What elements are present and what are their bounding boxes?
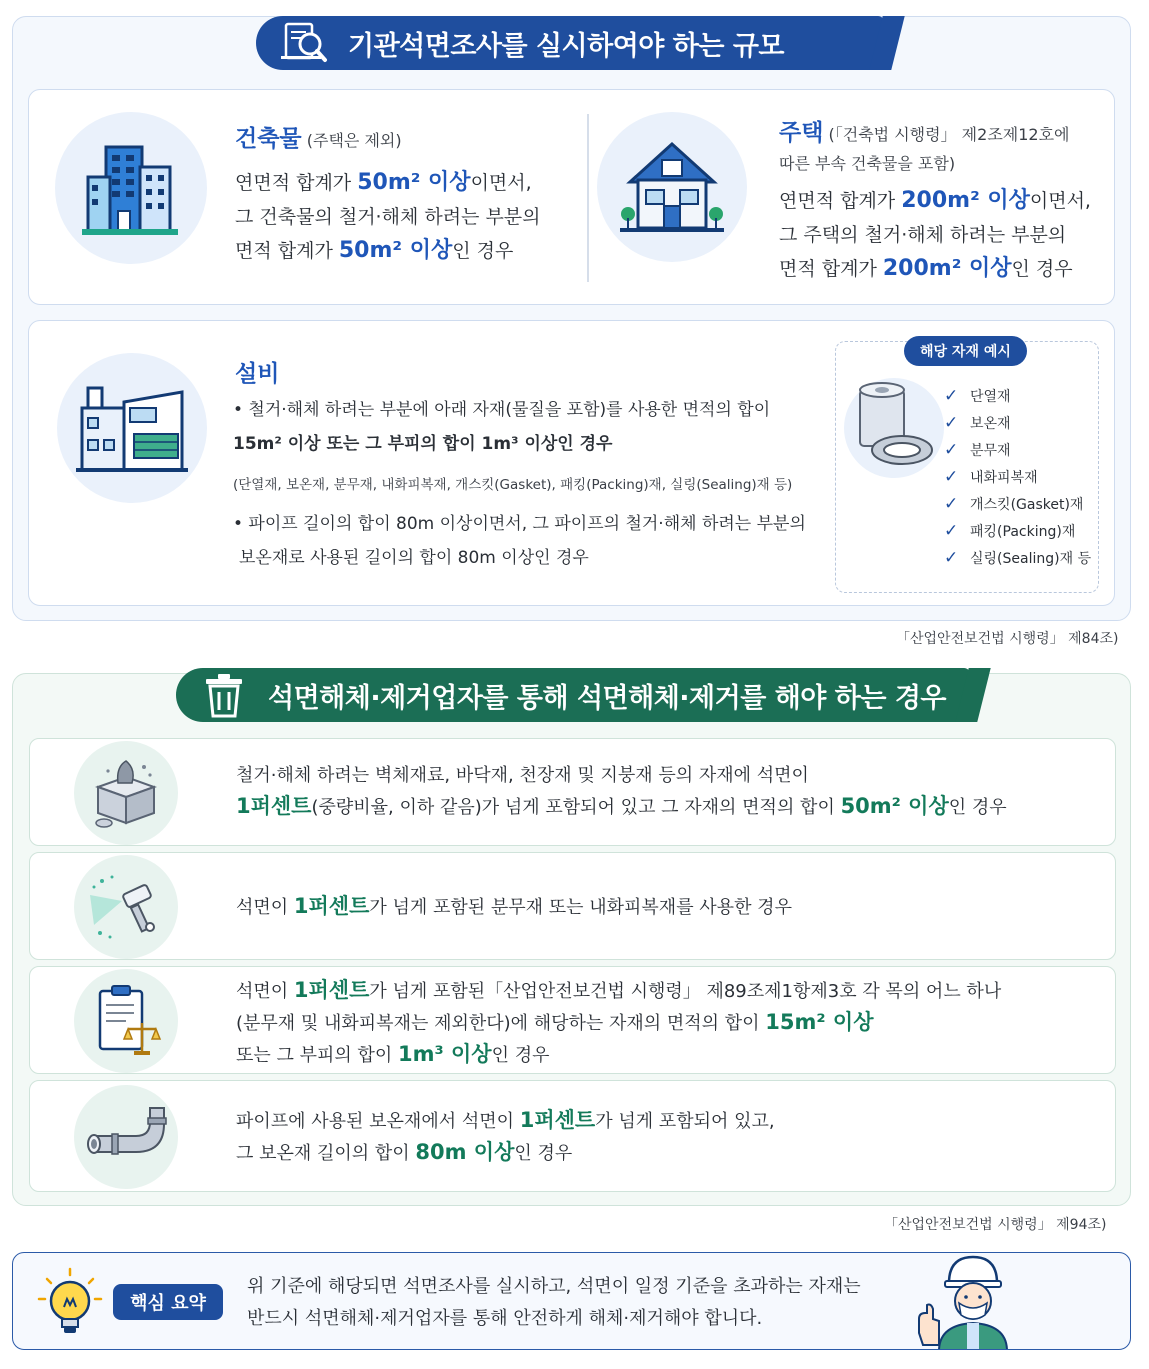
card-divider (587, 114, 589, 282)
material-example-item (944, 544, 1091, 571)
trash-can-icon (194, 668, 254, 722)
equipment-bullet-1-line-2: 15m² 이상 또는 그 부피의 합이 1m³ 이상인 경우 (233, 434, 613, 454)
material-example-item (944, 382, 1091, 409)
material-example-item (944, 517, 1091, 544)
building-house-card (28, 89, 1115, 305)
removal-case-3 (29, 966, 1116, 1074)
check-icon: ✓ (944, 547, 959, 568)
section1-citation: 「산업안전보건법 시행령」 제84조) (896, 631, 1119, 647)
check-icon: ✓ (944, 466, 959, 487)
material-example-label: 단열재 (970, 388, 1011, 405)
case-4-line-1: 파이프에 사용된 보온재에서 석면이 1퍼센트가 넘게 포함되어 있고, (236, 1108, 775, 1132)
material-example-label: 내화피복재 (970, 469, 1038, 486)
case-3-line-1: 석면이 1퍼센트가 넘게 포함된「산업안전보건법 시행령」 제89조제1항제3호 각 목의 어느 하나 (236, 978, 1002, 1002)
check-icon: ✓ (944, 493, 959, 514)
case-3-line-3: 또는 그 부피의 합이 1m³ 이상인 경우 (236, 1042, 550, 1066)
summary-line-2: 반드시 석면해체·제거업자를 통해 안전하게 해체·제거해야 합니다. (247, 1308, 763, 1329)
equipment-bullet-1-line-1: • 철거·해체 하려는 부분에 아래 자재(물질을 포함)를 사용한 면적의 합이 (233, 400, 771, 420)
removal-case-4 (29, 1080, 1116, 1192)
check-icon: ✓ (944, 385, 959, 406)
material-examples-title: 해당 자재 예시 (904, 336, 1027, 366)
survey-scale-banner (256, 16, 884, 70)
equipment-title: 설비 (235, 361, 280, 387)
case-1-line-1: 철거·해체 하려는 벽체재료, 바닥재, 천장재 및 지붕재 등의 자재에 석면이 (236, 765, 809, 786)
office-building-icon (76, 133, 186, 243)
building-line-2: 그 건축물의 철거·해체 하려는 부분의 (235, 206, 541, 228)
equipment-icon-circle (57, 353, 207, 503)
building-line-1: 연면적 합계가 50m² 이상이면서, (235, 170, 532, 195)
removal-cases-section (12, 673, 1131, 1206)
case-3-icon-circle (74, 969, 178, 1073)
material-example-label: 패킹(Packing)재 (970, 523, 1076, 540)
equipment-bullet-2-line-1: • 파이프 길이의 합이 80m 이상이면서, 그 파이프의 철거·해체 하려는 부분의 (233, 514, 806, 534)
house-line-2: 그 주택의 철거·해체 하려는 부분의 (779, 224, 1067, 246)
magnifier-document-icon (274, 16, 334, 70)
house-title: 주택 (779, 120, 824, 146)
case-1-line-2: 1퍼센트(중량비율, 이하 같음)가 넘게 포함되어 있고 그 자재의 면적의 합이 50m² 이상인 경우 (236, 794, 1007, 818)
case-2-icon-circle (74, 855, 178, 959)
house-subtitle-2: 따른 부속 건축물을 포함) (779, 154, 956, 173)
material-example-label: 실링(Sealing)재 등 (970, 550, 1092, 567)
clipboard-scale-icon (86, 981, 166, 1061)
house-icon (616, 132, 728, 242)
material-example-item (944, 463, 1091, 490)
building-title-row (235, 120, 402, 153)
summary-line-1: 위 기준에 해당되면 석면조사를 실시하고, 석면이 일정 기준을 초과하는 자재는 (247, 1276, 861, 1297)
check-icon: ✓ (944, 520, 959, 541)
check-icon: ✓ (944, 439, 959, 460)
equipment-bullet-2-line-2: 보온재로 사용된 길이의 합이 80m 이상인 경우 (239, 548, 589, 568)
material-example-label: 분무재 (970, 442, 1011, 459)
house-subtitle-1: (「건축법 시행령」 제2조제12호에 (828, 125, 1070, 144)
material-example-label: 보온재 (970, 415, 1011, 432)
material-example-item (944, 436, 1091, 463)
pipe-insulation-icon (84, 1102, 168, 1172)
key-summary-label: 핵심 요약 (113, 1284, 223, 1320)
building-icon-circle (55, 112, 207, 264)
house-line-1: 연면적 합계가 200m² 이상이면서, (779, 188, 1091, 213)
house-icon-circle (597, 112, 747, 262)
survey-scale-title: 기관석면조사를 실시하여야 하는 규모 (348, 30, 785, 62)
case-4-line-2: 그 보온재 길이의 합이 80m 이상인 경우 (236, 1140, 573, 1164)
removal-case-2 (29, 852, 1116, 960)
case-3-line-2: (분무재 및 내화피복재는 제외한다)에 해당하는 자재의 면적의 합이 15m² 이상 (236, 1010, 874, 1034)
asbestos-material-block-icon (86, 753, 166, 833)
material-icon-circle (844, 378, 944, 478)
removal-case-1 (29, 738, 1116, 846)
building-line-3: 면적 합계가 50m² 이상인 경우 (235, 238, 514, 263)
house-title-block (779, 114, 1070, 174)
removal-cases-title: 석면해체·제거업자를 통해 석면해체·제거를 해야 하는 경우 (268, 682, 946, 714)
safety-worker-icon (909, 1253, 1029, 1350)
house-line-3: 면적 합계가 200m² 이상인 경우 (779, 256, 1073, 281)
removal-cases-banner (176, 668, 970, 722)
check-icon: ✓ (944, 412, 959, 433)
material-example-item (944, 409, 1091, 436)
case-2-line: 석면이 1퍼센트가 넘게 포함된 분무재 또는 내화피복재를 사용한 경우 (236, 894, 792, 918)
building-title: 건축물 (235, 126, 302, 152)
equipment-materials-note: (단열재, 보온재, 분무재, 내화피복재, 개스킷(Gasket), 패킹(Packing)재, 실링(Sealing)재 등) (233, 477, 793, 493)
spray-nozzle-icon (84, 865, 168, 949)
key-summary-box (12, 1252, 1131, 1350)
section2-citation: 「산업안전보건법 시행령」 제94조) (884, 1217, 1107, 1233)
light-bulb-icon (37, 1267, 103, 1343)
case-1-icon-circle (74, 741, 178, 845)
case-4-icon-circle (74, 1085, 178, 1189)
factory-building-icon (74, 378, 190, 478)
material-examples-list (944, 382, 1091, 571)
insulation-roll-gasket-icon (846, 380, 942, 476)
material-examples-box (835, 341, 1099, 593)
material-example-label: 개스킷(Gasket)재 (970, 496, 1084, 513)
material-example-item (944, 490, 1091, 517)
building-subtitle: (주택은 제외) (306, 131, 402, 150)
equipment-card (28, 320, 1115, 606)
